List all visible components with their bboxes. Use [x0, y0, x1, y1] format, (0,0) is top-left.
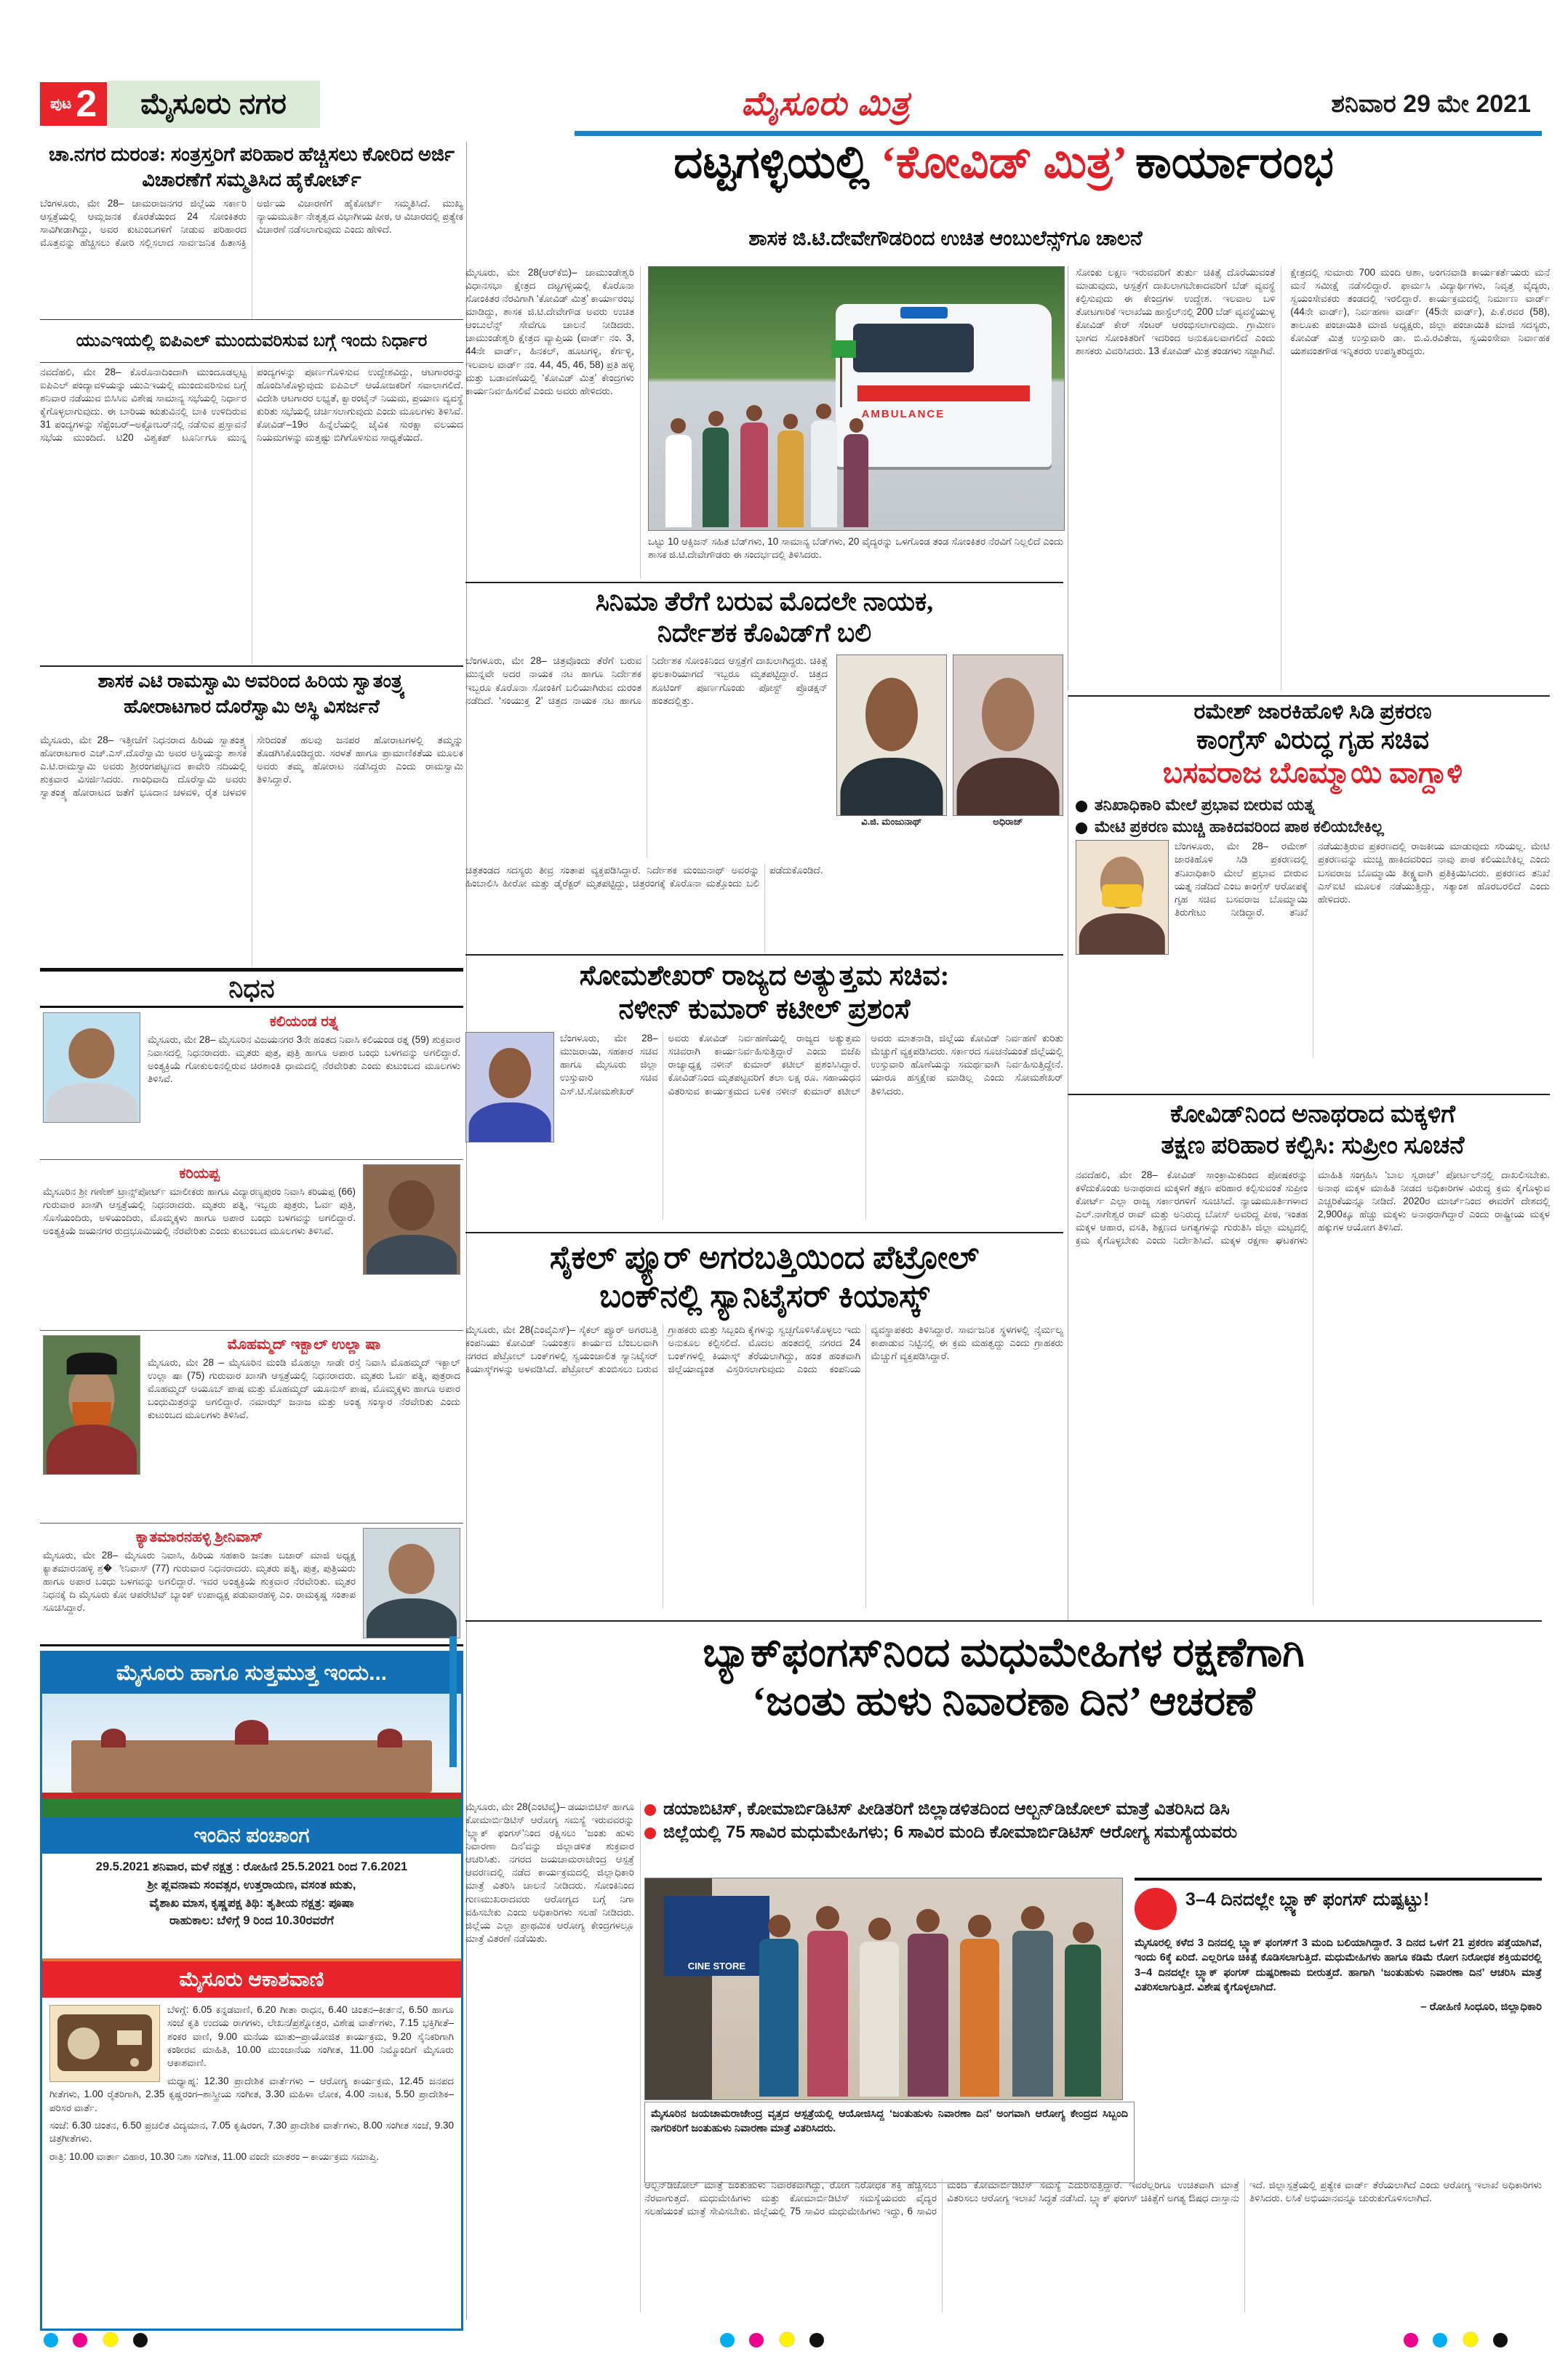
registration-marks-center [720, 2331, 836, 2351]
palace-dome [235, 1720, 268, 1745]
cyan-dot-icon [44, 2333, 58, 2347]
mysore-palace-illustration [42, 1694, 461, 1817]
main-body-col4: ಕ್ಷೇತ್ರದಲ್ಲಿ ಸುಮಾರು 700 ಮಂದಿ ಆಶಾ, ಅಂಗನವಾಡಿ ಕಾರ್ಯಕರ್ತೆಯರು ಮನೆ ಮನೆ ಸಮೀಕ್ಷೆ ನಡೆಸಲಿದ್ದಾರೆ. ಫಾರ್ಮಸಿ ವಿದ್ಯಾರ್ಥಿಗಳು, ನಿವೃತ್ತ ವೈದ್ಯರು, ಸ್ವಯಂಸೇವಕರು ತಂಡದಲ್ಲಿ ಇರಲಿದ್ದಾರೆ. ಕಾರ್ಯಕ್ರಮದಲ್ಲಿ ನಿರ್ಮಾಣ ವಾರ್ಡ್ (44ನೇ ವಾರ್ಡ್), ನಿರ್ವಹಣಾ ವಾರ್ಡ್ (45ನೇ ವಾರ್ಡ್), ಪಿ.ಕೆ.ರವರ (58), ತಾಲೂಕು ಪಂಚಾಯಿತಿ ಮಾಜಿ ಅಧ್ಯಕ್ಷರು, ಜಿಲ್ಲಾ ಪಂಚಾಯಿತಿ ಮಾಜಿ ಸದಸ್ಯರು, ಕೋವಿಡ್ ಮಿತ್ರ ಉಸ್ತುವಾರಿ ಡಾ. ಬಿ.ವಿ.ರವಿತೇಜ, ಸ್ವಯಂಸೇವಾ ನಿರ್ವಾಹಕ ಯಶವಂತಗೌಡ ಇನ್ನಿತರರು ಉಪಸ್ಥಿತರಿದ್ದರು. [1290, 267, 1550, 357]
obituary-name: ಕ್ಯಾತಮಾರನಹಳ್ಳಿ ಶ್ರೀನಿವಾಸ್ [135, 1529, 263, 1545]
obituary-photo [363, 1528, 460, 1638]
supreme-body: ನವದೆಹಲಿ, ಮೇ 28– ಕೋವಿಡ್ ಸಾಂಕ್ರಾಮಿಕದಿಂದ ಪೋಷಕರನ್ನು ಕಳೆದುಕೊಂಡು ಅನಾಥರಾದ ಮಕ್ಕಳಿಗೆ ತಕ್ಷಣ ಪರಿಹಾರ ಕಲ್ಪಿಸುವಂತೆ ಸುಪ್ರೀಂ ಕೋರ್ಟ್ ಎಲ್ಲಾ ರಾಜ್ಯ ಸರ್ಕಾರಗಳಿಗೆ ಸೂಚಿಸಿದೆ. ನ್ಯಾಯಮೂರ್ತಿಗಳಾದ ಎಲ್.ನಾಗೇಶ್ವರ ರಾವ್ ಮತ್ತು ಅನಿರುದ್ಧ ಬೋಸ್ ಅವರಿದ್ದ ಪೀಠ, ಇಂತಹ ಮಕ್ಕಳ ಆಹಾರ, ವಸತಿ, ಶಿಕ್ಷಣದ ಅಗತ್ಯಗಳನ್ನು ಗುರುತಿಸಿ ಜಿಲ್ಲಾ ಮಟ್ಟದಲ್ಲಿ ಕ್ರಮ ಕೈಗೊಳ್ಳಬೇಕು ಎಂದು ನಿರ್ದೇಶಿಸಿದೆ. ಮಕ್ಕಳ ರಕ್ಷಣಾ ಘಟಕಗಳು ಮಾಹಿತಿ ಸಂಗ್ರಹಿಸಿ ‘ಬಾಲ ಸ್ವರಾಜ್’ ಪೋರ್ಟಲ್‌ನಲ್ಲಿ ದಾಖಲಿಸಬೇಕು. ಅನಾಥ ಮಕ್ಕಳ ಮಾಹಿತಿ ನೀಡದ ಅಧಿಕಾರಿಗಳ ವಿರುದ್ಧ ಕ್ರಮ ಕೈಗೊಳ್ಳುವ ಎಚ್ಚರಿಕೆಯನ್ನೂ ನೀಡಿದೆ. 2020ರ ಮಾರ್ಚ್‌ನಿಂದ ಈವರೆಗೆ ದೇಶದಲ್ಲಿ 2,900ಕ್ಕೂ ಹೆಚ್ಚು ಮಕ್ಕಳು ಅನಾಥರಾಗಿದ್ದಾರೆ ಎಂದು ರಾಷ್ಟ್ರೀಯ ಮಕ್ಕಳ ಹಕ್ಕುಗಳ ಆಯೋಗ ತಿಳಿಸಿದೆ. [1076, 1169, 1550, 1246]
main-under-photo-text: ಒಟ್ಟು 10 ಆಕ್ಸಿಜನ್ ಸಹಿತ ಬೆಡ್‌ಗಳು, 10 ಸಾಮಾನ್ಯ ಬೆಡ್‌ಗಳು, 20 ವೈದ್ಯರನ್ನು ಒಳಗೊಂಡ ತಂಡ ಸೋಂಕಿತರ ನೆರವಿಗೆ ನಿಲ್ಲಲಿದೆ ಎಂದು ಶಾಸಕ ಜಿ.ಟಿ.ದೇವೇಗೌಡರು ಈ ಸಂದರ್ಭದಲ್ಲಿ ತಿಳಿಸಿದರು. [648, 536, 1063, 561]
cine-store-sign: CINE STORE [664, 1896, 769, 1975]
yellow-dot-icon [103, 2331, 119, 2347]
cyclepure-headline-l1: ಸೈಕಲ್ ಪ್ಯೂರ್ ಅಗರಬತ್ತಿಯಿಂದ ಪೆಟ್ರೋಲ್ [549, 1240, 980, 1276]
obituary-title: ನಿಧನ [40, 972, 463, 1008]
yellow-mask [1102, 884, 1142, 907]
cinema-headline-l2: ನಿರ್ದೇಶಕ ಕೊವಿಡ್‌ಗೆ ಬಲಿ [657, 618, 872, 648]
cinema-headline [465, 586, 1063, 649]
page-header [40, 73, 1531, 135]
obituary-body: ಮೈಸೂರು, ಮೇ 28– ಮೈಸೂರು ನಿವಾಸಿ, ಹಿರಿಯ ಸಹಕಾರಿ ಜನತಾ ಬಜಾರ್ ಮಾಜಿ ಅಧ್ಯಕ್ಷ ಕ್ಯಾತಮಾರನಹಳ್ಳಿ ಶ್ರ�ೀನಿವಾಸ್ (77) ಗುರುವಾರ ನಿಧನರಾದರು. ಮೃತರು ಪತ್ನಿ, ಪುತ್ರ, ಪುತ್ರಿಯರು ಹಾಗೂ ಅಪಾರ ಬಂಧು ಬಳಗವನ್ನು ಅಗಲಿದ್ದಾರೆ. ಇವರ ಅಂತ್ಯಕ್ರಿಯೆ ಶುಕ್ರವಾರ ನೆರವೇರಿತು. ಮೃತರ ನಿಧನಕ್ಕೆ ದಿ ಮೈಸೂರು ಕೋ ಆಪರೇಟಿವ್ ಬ್ಯಾಂಕ್ ಉಪಾಧ್ಯಕ್ಷ ಪಡುವಾರಹಳ್ಳಿ ಎಂ. ರಾಮಕೃಷ್ಣ ಸಂತಾಪ ಸೂಚಿಸಿದ್ದಾರೆ. [43, 1550, 356, 1614]
supreme-headline-l1: ಕೋವಿಡ್‌ನಿಂದ ಅನಾಥರಾದ ಮಕ್ಕಳಿಗೆ [1169, 1101, 1456, 1128]
quote-body: ಮೈಸೂರಲ್ಲಿ ಕಳೆದ 3 ದಿನದಲ್ಲಿ ಬ್ಲ್ಯಾಕ್ ಫಂಗಸ್‌ಗೆ 3 ಮಂದಿ ಬಲಿಯಾಗಿದ್ದಾರೆ. 3 ದಿನದ ಒಳಗೆ 21 ಪ್ರಕರಣ ಪತ್ತೆಯಾಗಿವೆ, ಇಂದು 6ಕ್ಕೆ ಏರಿದೆ. ಎಲ್ಲರಿಗೂ ಚಿಕಿತ್ಸೆ ಕೊಡಿಸಲಾಗುತ್ತಿದೆ. ಮಧುಮೇಹಿಗಳು ಹಾಗೂ ಕಡಿಮೆ ರೋಗ ನಿರೋಧಕ ಶಕ್ತಿಯವರಲ್ಲಿ 3–4 ದಿನದಲ್ಲೇ ಬ್ಲ್ಯಾಕ್ ಫಂಗಸ್ ದುಷ್ಪರಿಣಾಮ ಬೀರುತ್ತದೆ. ಹಾಗಾಗಿ ‘ಜಂತುಹುಳು ನಿವಾರಣಾ ದಿನ’ ಆಚರಿಸಿ ಮಾತ್ರೆ ವಿತರಿಸಲಾಗುತ್ತಿದೆ. ವಿಶೇಷ ಕೈಗೊಳ್ಳಲಾಗಿದೆ. [1135, 1937, 1542, 1993]
director-caption: ವಿ.ಜಿ. ಮಂಜುನಾಥ್ [861, 816, 922, 828]
cinema-body2: ಚಿತ್ರತಂಡದ ಸದಸ್ಯರು ತೀವ್ರ ಸಂತಾಪ ವ್ಯಕ್ತಪಡಿಸಿದ್ದಾರೆ. ನಿರ್ದೇಶಕ ಮಂಜುನಾಥ್ ಅವರನ್ನು ಹಿಂಬಾಲಿಸಿ ಹೀರೋ ಮತ್ತು ಡೈರೆಕ್ಟರ್ ಮೃತಪಟ್ಟಿದ್ದು, ಚಿತ್ರರಂಗಕ್ಕೆ ಕೊರೊನಾ ಮತ್ತೊಂದು ಬಲಿ ಪಡೆದುಕೊಂಡಿದೆ. [465, 865, 823, 889]
bullet-icon [1076, 822, 1087, 834]
obituary-entry [40, 1524, 463, 1646]
schedule-morning: ಬೆಳಿಗ್ಗೆ: 6.05 ಕನ್ನಡವಾಣಿ, 6.20 ಗೀತಾ ರಾಧನ, 6.40 ಚಿಂತನ–ಕೀರ್ತನೆ, 6.50 ಹಾಗೂ ಸಂಜೆ ಕೃತಿ ಉದಯ ರಾಗಗಳು, ಲೇಖನ/ಪ್ರಶ್ನೋತ್ತರ, ವಿಶೇಷ ವಾರ್ತೆಗಳು, 7.15 ಭಕ್ತಿಗೀತೆ–ಶಂಕರ ವಾಣಿ, 9.00 ಮನೆಯ ಮಾತು–ಪ್ರಾಯೋಜಿತ ಕಾರ್ಯಕ್ರಮ, 9.20 ಸೈನಿಕರಿಗಾಗಿ ಕಂಠೀರವ ಮಾಹಿತಿ, 10.00 ಮುಂಜಾನೆಯ ಸಂಗೀತ, 11.00 ನಿಮ್ಮೊಂದಿಗೆ ಮೈಸೂರು ಆಕಾಶವಾಣಿ. [167, 2004, 454, 2069]
main-headline-pre: ದಟ್ಟಗಳ್ಳಿಯಲ್ಲಿ [673, 140, 881, 188]
bommai-photo [1076, 840, 1169, 955]
page-number-box [40, 82, 107, 126]
registration-marks-right [1404, 2331, 1519, 2351]
somashekar-headline-l2: ನಳೀನ್ ಕುಮಾರ್ ಕಟೀಲ್ ಪ್ರಶಂಸೆ [618, 993, 911, 1025]
flower-bed [42, 1793, 461, 1798]
main-headline-post: ಕಾರ್ಯಾರಂಭ [1125, 140, 1334, 188]
obituary-entry [40, 1331, 463, 1524]
green-flag [831, 340, 856, 358]
obituary-entry [40, 1008, 463, 1160]
cinema-article [465, 582, 1063, 953]
header-rule [575, 131, 1542, 136]
photo-caption: ಮೈಸೂರಿನ ಜಯಚಾಮರಾಜೇಂದ್ರ ವೃತ್ತದ ಆಸ್ಪತ್ರೆಯಲ್ಲಿ ಆಯೋಜಿಸಿದ್ದ ‘ಜಂತುಹುಳು ನಿವಾರಣಾ ದಿನ’ ಅಂಗವಾಗಿ ಆರೋಗ್ಯ ಕೇಂದ್ರದ ಸಿಬ್ಬಂದಿ ನಾಗರಿಕರಿಗೆ ಜಂತುಹುಳು ನಿವಾರಣಾ ಮಾತ್ರೆ ವಿತರಿಸಿದರು. [644, 2102, 1135, 2183]
somashekar-headline [465, 960, 1063, 1026]
bommai-bullet: ತನಿಖಾಧಿಕಾರಿ ಮೇಲೆ ಪ್ರಭಾವ ಬೀರುವ ಯತ್ನ [1095, 796, 1315, 814]
obituary-photo [363, 1164, 460, 1275]
cinema-body: ಬೆಂಗಳೂರು, ಮೇ 28– ಚಿತ್ರವೊಂದು ತೆರೆಗೆ ಬರುವ ಮುನ್ನವೇ ಅದರ ನಾಯಕ ನಟ ಹಾಗೂ ನಿರ್ದೇಶಕ ಇಬ್ಬರೂ ಕೊರೊನಾ ಸೋಂಕಿಗೆ ಬಲಿಯಾಗಿರುವ ದುರಂತ ನಡೆದಿದೆ. ‘ಸಂಯುಕ್ತ 2’ ಚಿತ್ರದ ನಾಯಕ ನಟ ಹಾಗೂ ನಿರ್ದೇಶಕ ಸೋಂಕಿನಿಂದ ಆಸ್ಪತ್ರೆಗೆ ದಾಖಲಾಗಿದ್ದರು. ಚಿಕಿತ್ಸೆ ಫಲಕಾರಿಯಾಗದೆ ಇಬ್ಬರೂ ಮೃತಪಟ್ಟಿದ್ದಾರೆ. ಚಿತ್ರದ ಶೂಟಿಂಗ್ ಪೂರ್ಣಗೊಂಡು ಪೋಸ್ಟ್ ಪ್ರೊಡಕ್ಷನ್ ಹಂತದಲ್ಲಿತ್ತು. [465, 655, 828, 706]
panchanga-banner: ಇಂದಿನ ಪಂಚಾಂಗ [42, 1817, 461, 1854]
black-dot-icon [133, 2333, 148, 2347]
akashvani-schedule [42, 1998, 461, 2331]
bommai-bullet: ಮೇಟಿ ಪ್ರಕರಣ ಮುಚ್ಚಿ ಹಾಕಿದವರಿಂದ ಪಾಠ ಕಲಿಯಬೇಕಿಲ್ಲ [1095, 817, 1384, 836]
cinema-photos [836, 654, 1063, 858]
wormday-headline-l1: ಬ್ಯಾಕ್‌ಫಂಗಸ್‌ನಿಂದ ಮಧುಮೇಹಿಗಳ ರಕ್ಷಣೆಗಾಗಿ [703, 1630, 1305, 1676]
tablet-distribution-photo [644, 1878, 1123, 2100]
van-stripe [857, 385, 1031, 401]
wormday-bullet: ಡಯಾಬಿಟಿಸ್, ಕೋಮಾರ್ಬಿಡಿಟಿಸ್ ಪೀಡಿತರಿಗೆ ಜಿಲ್ಲಾಡಳಿತದಿಂದ ಆಲ್ಬನ್‌ಡಿಜೋಲ್ ಮಾತ್ರೆ ವಿತರಿಸಿದ ಡಿಸಿ [663, 1799, 1230, 1819]
red-bullet-icon [644, 1804, 656, 1816]
hero-caption: ಅಧಿರಾಜ್ [993, 816, 1023, 828]
somashekar-headline-l1: ಸೋಮಶೇಖರ್ ರಾಜ್ಯದ ಅತ್ಯುತ್ತಮ ಸಚಿವ: [579, 961, 950, 991]
registration-marks-left [44, 2331, 159, 2351]
cyan-dot-icon [720, 2333, 735, 2347]
divider [40, 665, 463, 667]
ambulance-photo [648, 266, 1065, 531]
quote-title: 3–4 ದಿನದಲ್ಲೇ ಬ್ಲ್ಯಾಕ್ ಫಂಗಸ್ ದುಷ್ಪಟ್ಟು! [1185, 1889, 1430, 1910]
ambulance-text: AMBULANCE [861, 408, 945, 421]
director-photo [836, 654, 947, 816]
palace-tower [377, 1729, 403, 1748]
schedule-evening: ಸಂಜೆ: 6.30 ಚಿಂತನ, 6.50 ಪ್ರಚಲಿತ ವಿದ್ಯಮಾನ, 7.05 ಕೃಷಿರಂಗ, 7.30 ಪ್ರಾದೇಶಿಕ ವಾರ್ತೆಗಳು, 8.00 ಸಂಗೀತ ಸಂಜೆ, 9.30 ಚಿತ್ರಗೀತೆಗಳು. [49, 2119, 454, 2145]
yellow-dot-icon [1463, 2331, 1479, 2347]
somashekar-body: ಬೆಂಗಳೂರು, ಮೇ 28– ಮುಜರಾಯಿ, ಸಹಕಾರ ಸಚಿವ ಹಾಗೂ ಮೈಸೂರು ಜಿಲ್ಲಾ ಉಸ್ತುವಾರಿ ಸಚಿವ ಎಸ್.ಟಿ.ಸೋಮಶೇಖರ್ ಅವರು ಕೋವಿಡ್ ನಿರ್ವಹಣೆಯಲ್ಲಿ ರಾಜ್ಯದ ಅತ್ಯುತ್ತಮ ಸಚಿವರಾಗಿ ಕಾರ್ಯನಿರ್ವಹಿಸುತ್ತಿದ್ದಾರೆ ಎಂದು ಬಿಜೆಪಿ ರಾಜ್ಯಾಧ್ಯಕ್ಷ ನಳೀನ್ ಕುಮಾರ್ ಕಟೀಲ್ ಪ್ರಶಂಸಿಸಿದ್ದಾರೆ. ಕೋವಿಡ್‌ನಿಂದ ಮೃತಪಟ್ಟವರಿಗೆ ತಲಾ ಲಕ್ಷ ರೂ. ಸಹಾಯಧನ ವಿತರಿಸುವ ಕಾರ್ಯಕ್ರಮದ ಬಳಿಕ ನಳೀನ್ ಕುಮಾರ್ ಕಟೀಲ್ ಅವರು ಮಾತನಾಡಿ, ಜಿಲ್ಲೆಯ ಕೋವಿಡ್ ನಿರ್ವಹಣೆ ಕುರಿತು ಮೆಚ್ಚುಗೆ ವ್ಯಕ್ತಪಡಿಸಿದರು. ಸರ್ಕಾರದ ಸೂಚನೆಯಂತೆ ಜಿಲ್ಲೆಯಲ್ಲಿ ಉಸ್ತುವಾರಿ ಹೊಣೆಯನ್ನು ಸಮರ್ಥವಾಗಿ ನಿರ್ವಹಿಸುತ್ತಿದ್ದೇನೆ. ಯಾರೂ ಹಸ್ತಕ್ಷೇಪ ಮಾಡಿಲ್ಲ ಎಂದು ಸೋಮಶೇಖರ್ ತಿಳಿಸಿದರು. [560, 1033, 1063, 1097]
obituary-name: ಕಲಿಯಂಡ ರತ್ನ [269, 1014, 339, 1030]
magenta-dot-icon [73, 2333, 87, 2347]
magenta-dot-icon [1404, 2333, 1418, 2347]
cyclepure-body: ಮೈಸೂರು, ಮೇ 28(ಎಂವೈಎಸ್)– ಸೈಕಲ್ ಪ್ಯೂರ್ ಅಗರಬತ್ತಿ ಕಂಪನಿಯು ಕೋವಿಡ್ ನಿಯಂತ್ರಣ ಕಾರ್ಯದ ಬೆಂಬಲವಾಗಿ ನಗರದ ಪೆಟ್ರೋಲ್ ಬಂಕ್‌ಗಳಲ್ಲಿ ಸ್ವಯಂಚಾಲಿತ ಸ್ಯಾನಿಟೈಸರ್ ಕಿಯಾಸ್ಕ್‌ಗಳನ್ನು ಅಳವಡಿಸಿದೆ. ಪೆಟ್ರೋಲ್ ತುಂಬಿಸಲು ಬರುವ ಗ್ರಾಹಕರು ಮತ್ತು ಸಿಬ್ಬಂದಿ ಕೈಗಳನ್ನು ಸ್ವಚ್ಛಗೊಳಿಸಿಕೊಳ್ಳಲು ಇದು ಅನುಕೂಲ ಕಲ್ಪಿಸಲಿದೆ. ಮೊದಲ ಹಂತದಲ್ಲಿ ನಗರದ 24 ಬಂಕ್‌ಗಳಲ್ಲಿ ಕಿಯಾಸ್ಕ್ ತೆರೆಯಲಾಗಿದ್ದು, ಹಂತ ಹಂತವಾಗಿ ಜಿಲ್ಲೆಯಾದ್ಯಂತ ವಿಸ್ತರಿಸಲಾಗುವುದು ಎಂದು ಕಂಪನಿಯ ವ್ಯವಸ್ಥಾಪಕರು ತಿಳಿಸಿದ್ದಾರೆ. ಸಾರ್ವಜನಿಕ ಸ್ಥಳಗಳಲ್ಲಿ ನೈರ್ಮಲ್ಯ ಕಾಪಾಡುವ ನಿಟ್ಟಿನಲ್ಲಿ ಈ ಕ್ರಮ ಮಹತ್ವದ್ದು ಎಂದು ಗ್ರಾಹಕರು ಮೆಚ್ಚುಗೆ ವ್ಯಕ್ತಪಡಿಸಿದ್ದಾರೆ. [465, 1324, 1063, 1374]
radio-speaker [68, 2027, 100, 2059]
masthead: ಮೈಸೂರು ಮಿತ್ರ [741, 84, 911, 122]
panchanga-line: ರಾಹುಕಾಲ: ಬೆಳಿಗ್ಗೆ 9 ರಿಂದ 10.30ರವರೆಗೆ [169, 1914, 334, 1928]
main-headline-red: ‘ಕೋವಿಡ್ ಮಿತ್ರ’ [881, 140, 1126, 188]
wormday-headline [465, 1629, 1542, 1795]
palace-tower [101, 1729, 127, 1748]
cyan-dot-icon [1433, 2333, 1447, 2347]
cinema-headline-l1: ಸಿನಿಮಾ ತೆರೆಗೆ ಬರುವ ಮೊದಲೇ ನಾಯಕ, [595, 587, 934, 616]
around-mysuru-banner: ಮೈಸೂರು ಹಾಗೂ ಸುತ್ತಮುತ್ತ ಇಂದು... [42, 1653, 461, 1694]
panchanga-line: ವೈಶಾಖ ಮಾಸ, ಕೃಷ್ಣಪಕ್ಷ ತಿಥಿ: ತೃತೀಯ ನಕ್ಷತ್ರ: ಪೂಷಾ [149, 1896, 354, 1910]
wormday-headline-l2: ‘ಜಂತು ಹುಳು ನಿವಾರಣಾ ದಿನ’ ಆಚರಣೆ [752, 1679, 1255, 1725]
bommai-headline: ಕಾಂಗ್ರೆಸ್ ವಿರುದ್ಧ ಗೃಹ ಸಚಿವ [1196, 725, 1429, 754]
page-number: 2 [76, 83, 97, 125]
bullet-icon [1076, 801, 1087, 812]
cyclepure-article [465, 1232, 1063, 1622]
yellow-dot-icon [779, 2331, 795, 2347]
edition-date: ಶನಿವಾರ 29 ಮೇ 2021 [1331, 89, 1531, 118]
bommai-article [1068, 695, 1550, 1094]
main-body-col1: ಮೈಸೂರು, ಮೇ 28(ಆರ್‌ಕೆಬಿ)– ಚಾಮುಂಡೇಶ್ವರಿ ವಿಧಾನಸಭಾ ಕ್ಷೇತ್ರದ ದಟ್ಟಗಳ್ಳಿಯಲ್ಲಿ ಕೊರೊನಾ ಸೋಂಕಿತರ ನೆರವಿಗಾಗಿ ‘ಕೋವಿಡ್ ಮಿತ್ರ’ ಕಾರ್ಯಾರಂಭ ಮಾಡಿದ್ದು, ಶಾಸಕ ಜಿ.ಟಿ.ದೇವೇಗೌಡ ಅವರು ಉಚಿತ ಆಂಬುಲೆನ್ಸ್ ಸೇವೆಗೂ ಚಾಲನೆ ನೀಡಿದರು. ಚಾಮುಂಡೇಶ್ವರಿ ಕ್ಷೇತ್ರದ ವ್ಯಾಪ್ತಿಯ (ವಾರ್ಡ್ ನಂ. 3, 44ನೇ ವಾರ್ಡ್, ಹಿನಕಲ್, ಹೂಟಗಳ್ಳಿ, ಕೆರ್ಗಳ್ಳಿ, ಇಲವಾಲ ವಾರ್ಡ್ ನಂ. 44, 45, 46, 58) ಪ್ರತಿ ಹಳ್ಳಿ ಮತ್ತು ಬಡಾವಣೆಯಲ್ಲಿ ‘ಕೋವಿಡ್ ಮಿತ್ರ’ ಕೇಂದ್ರಗಳು ಕಾರ್ಯನಿರ್ವಹಿಸಲಿವೆ ಎಂದು ಅವರು ಹೇಳಿದರು. [465, 266, 641, 579]
supreme-article [1068, 1094, 1550, 1622]
obituary-name: ಮೊಹಮ್ಮದ್ ಇಕ್ಬಾಲ್ ಉಲ್ಲಾ ಷಾ [227, 1337, 381, 1353]
hero-photo [953, 654, 1063, 816]
obituary-body: ಮೈಸೂರು, ಮೇ 28 – ಮೈಸೂರಿನ ಮಂಡಿ ಮೊಹಲ್ಲಾ ಸಾಡೇ ರಸ್ತೆ ನಿವಾಸಿ ಮೊಹಮ್ಮದ್ ಇಕ್ಬಾಲ್ ಉಲ್ಲಾ ಷಾ (75) ಗುರುವಾರ ಖಾಸಗಿ ಆಸ್ಪತ್ರೆಯಲ್ಲಿ ನಿಧನರಾದರು. ಮೃತರು ಓರ್ವ ಪತ್ನಿ, ಪುತ್ರರಾದ ಮೊಹಮ್ಮದ್ ಅಯೂಬ್ ಪಾಷ ಮತ್ತು ಮೊಹಮ್ಮದ್ ಯೂನುಸ್ ಪಾಷ, ಮೊಮ್ಮಕ್ಕಳು ಹಾಗೂ ಅಪಾರ ಬಂಧುಮಿತ್ರರನ್ನು ಅಗಲಿದ್ದಾರೆ. ನಮಾಝ್ ಜನಾಜ ಮತ್ತು ಅಂತ್ಯ ಸಂಸ್ಕಾರ ನೆರವೇರಿತು ಎಂದು ಕುಟುಂಬದ ಮೂಲಗಳು ತಿಳಿಸಿವೆ. [148, 1357, 460, 1421]
divider [465, 1620, 1542, 1622]
flag-stick [840, 356, 842, 407]
wormday-left-body: ಮೈಸೂರು, ಮೇ 28(ಎಂಟಿವೈ)– ಡಯಾಬಿಟಿಸ್ ಹಾಗೂ ಕೋಮಾರ್ಬಿಡಿಟಿಸ್ ಆರೋಗ್ಯ ಸಮಸ್ಯೆ ಇರುವವರನ್ನು ‘ಬ್ಲ್ಯಾಕ್ ಫಂಗಸ್’ನಿಂದ ರಕ್ಷಿಸಲು ‘ಜಂತು ಹುಳು ನಿವಾರಣಾ ದಿನ’ವನ್ನು ಜಿಲ್ಲಾಡಳಿತ ಶುಕ್ರವಾರ ಆಚರಿಸಿತು. ನಗರದ ಜಯಚಾಮರಾಜೇಂದ್ರ ಆಸ್ಪತ್ರೆ ಆವರಣದಲ್ಲಿ ನಡೆದ ಕಾರ್ಯಕ್ರಮದಲ್ಲಿ ಜಿಲ್ಲಾಧಿಕಾರಿ ಮಾತ್ರೆ ವಿತರಿಸಿ ಚಾಲನೆ ನೀಡಿದರು. ಸೋಂಕಿನಿಂದ ಗುಣಮುಖರಾದವರು ಆರೋಗ್ಯದ ಬಗ್ಗೆ ನಿಗಾ ವಹಿಸಬೇಕು ಎಂದು ಅಧಿಕಾರಿಗಳು ಸಲಹೆ ನೀಡಿದರು. ಜಿಲ್ಲೆಯ ಎಲ್ಲಾ ಪ್ರಾಥಮಿಕ ಆರೋಗ್ಯ ಕೇಂದ್ರಗಳಲ್ಲೂ ಮಾತ್ರೆ ವಿತರಣೆ ನಡೆಯಿತು. [465, 1801, 641, 2313]
ipl-crosshead: ಯುಎಇಯಲ್ಲಿ ಐಪಿಎಲ್ ಮುಂದುವರಿಸುವ ಬಗ್ಗೆ ಇಂದು ನಿರ್ಧಾರ [40, 319, 463, 363]
red-circle-icon [1135, 1888, 1177, 1930]
supreme-headline-l2: ತಕ್ಷಣ ಪರಿಹಾರ ಕಲ್ಪಿಸಿ: ಸುಪ್ರೀಂ ಸೂಚನೆ [1161, 1132, 1465, 1159]
wormday-bullets [644, 1798, 1542, 1873]
main-body-col3: ಸೋಂಕು ಲಕ್ಷಣ ಇರುವವರಿಗೆ ತುರ್ತು ಚಿಕಿತ್ಸೆ ದೊರೆಯುವಂತೆ ಮಾಡುವುದು, ಆಸ್ಪತ್ರೆಗೆ ದಾಖಲಾಗಬೇಕಾದವರಿಗೆ ಬೆಡ್ ವ್ಯವಸ್ಥೆ ಕಲ್ಪಿಸುವುದು ಈ ಕೇಂದ್ರಗಳ ಉದ್ದೇಶ. ಇಲವಾಲ ಬಳಿ ತೋಟಗಾರಿಕೆ ಇಲಾಖೆಯ ಹಾಸ್ಟೆಲ್‌ನಲ್ಲಿ 200 ಬೆಡ್ ವ್ಯವಸ್ಥೆಯುಳ್ಳ ಕೋವಿಡ್ ಕೇರ್ ಸೆಂಟರ್ ಆರಂಭಿಸಲಾಗುವುದು. ಗ್ರಾಮೀಣ ಭಾಗದ ಸೋಂಕಿತರಿಗೆ ಇದರಿಂದ ಅನುಕೂಲವಾಗಲಿದೆ ಎಂದು ಶಾಸಕರು ವಿವರಿಸಿದರು. 13 ಕೋವಿಡ್ ಮಿತ್ರ ತಂಡಗಳು ಸಜ್ಜಾಗಿವೆ. [1076, 266, 1281, 691]
schedule-night: ರಾತ್ರಿ: 10.00 ವಾರ್ತಾ ವಿಹಾರ, 10.30 ನಿಶಾ ಸಂಗೀತ, 11.00 ವಂದೇ ಮಾತರಂ – ಕಾರ್ಯಕ್ರಮ ಸಮಾಪ್ತಿ. [49, 2150, 380, 2162]
main-article-right [1068, 266, 1550, 691]
obituary-body: ಮೈಸೂರು, ಮೇ 28– ಮೈಸೂರಿನ ವಿಜಯನಗರ 3ನೇ ಹಂತದ ನಿವಾಸಿ ಕಲಿಯಂಡ ರತ್ನ (59) ಶುಕ್ರವಾರ ನಿವಾಸದಲ್ಲಿ ನಿಧನರಾದರು. ಮೃತರು ಪುತ್ರ, ಪುತ್ರಿ ಹಾಗೂ ಅಪಾರ ಬಂಧು ಬಳಗವನ್ನು ಅಗಲಿದ್ದಾರೆ. ಅಂತ್ಯಕ್ರಿಯೆ ಗೋಕುಲಂನಲ್ಲಿರುವ ಚಿರಶಾಂತಿ ಧಾಮದಲ್ಲಿ ನೆರವೇರಿತು ಎಂದು ಕುಟುಂಬದ ಮೂಲಗಳು ತಿಳಿಸಿವೆ. [148, 1034, 460, 1085]
obituary-entry [40, 1160, 463, 1331]
section-title: ಮೈಸೂರು ನಗರ [107, 81, 320, 128]
dc-quote-box [1135, 1878, 1542, 2183]
main-subhead: ಶಾಸಕ ಜಿ.ಟಿ.ದೇವೇಗೌಡರಿಂದ ಉಚಿತ ಆಂಬುಲೆನ್ಸ್‌ಗೂ ಚಾಲನೆ [748, 227, 1143, 249]
radio-dial [117, 2030, 142, 2045]
schedule-afternoon: ಮಧ್ಯಾಹ್ನ: 12.30 ಪ್ರಾದೇಶಿಕ ವಾರ್ತೆಗಳು – ಆರೋಗ್ಯ ಕಾರ್ಯಕ್ರಮ, 12.45 ಜನಪದ ಗೀತೆಗಳು, 1.00 ರೈತರಿಗಾಗಿ, 2.35 ಕೃಷ್ಣರಂಗ–ಶಾಸ್ತ್ರೀಯ ಸಂಗೀತ, 3.30 ಮಹಿಳಾ ಲೋಕ, 4.00 ನಾಟಕ, 5.50 ಪ್ರಾದೇಶಿಕ–ಪರಿಸರ ವಾರ್ತೆ. [49, 2075, 454, 2113]
red-bullet-icon [644, 1827, 656, 1839]
bommai-body: ಬೆಂಗಳೂರು, ಮೇ 28– ರಮೇಶ್ ಜಾರಕಿಹೊಳಿ ಸಿಡಿ ಪ್ರಕರಣದಲ್ಲಿ ತನಿಖಾಧಿಕಾರಿ ಮೇಲೆ ಪ್ರಭಾವ ಬೀರುವ ಯತ್ನ ನಡೆದಿದೆ ಎಂಬ ಕಾಂಗ್ರೆಸ್ ಆರೋಪಕ್ಕೆ ಗೃಹ ಸಚಿವ ಬಸವರಾಜ ಬೊಮ್ಮಾಯಿ ತಿರುಗೇಟು ನೀಡಿದ್ದಾರೆ. ತನಿಖೆ ನಡೆಯುತ್ತಿರುವ ಪ್ರಕರಣದಲ್ಲಿ ರಾಜಕೀಯ ಮಾಡುವುದು ಸರಿಯಲ್ಲ. ಮೇಟಿ ಪ್ರಕರಣವನ್ನು ಮುಚ್ಚಿ ಹಾಕಿದವರಿಂದ ನಾವು ಪಾಠ ಕಲಿಯಬೇಕಿಲ್ಲ ಎಂದು ಬಸವರಾಜ ಬೊಮ್ಮಾಯಿ ತೀಕ್ಷ್ಣವಾಗಿ ಪ್ರತಿಕ್ರಿಯಿಸಿದರು. ಪ್ರಕರಣದ ತನಿಖೆ ಎಸ್‌ಐಟಿ ಮೂಲಕ ನಡೆಯುತ್ತಿದ್ದು, ಸತ್ಯಾಂಶ ಹೊರಬರಲಿದೆ ಎಂದು ಹೇಳಿದರು. [1175, 841, 1550, 918]
wormday-bullet: ಜಿಲ್ಲೆಯಲ್ಲಿ 75 ಸಾವಿರ ಮಧುಮೇಹಿಗಳು; 6 ಸಾವಿರ ಮಂದಿ ಕೋಮಾರ್ಬಿಡಿಟಿಸ್ ಆರೋಗ್ಯ ಸಮಸ್ಯೆಯವರು [663, 1822, 1238, 1843]
asthi-body: ಮೈಸೂರು, ಮೇ 28– ಇತ್ತೀಚೆಗೆ ನಿಧನರಾದ ಹಿರಿಯ ಸ್ವಾತಂತ್ರ್ಯ ಹೋರಾಟಗಾರ ಎಚ್.ಎಸ್.ದೊರೆಸ್ವಾಮಿ ಅವರ ಅಸ್ಥಿಯನ್ನು ಶಾಸಕ ಎ.ಟಿ.ರಾಮಸ್ವಾಮಿ ಅವರು ಶ್ರೀರಂಗಪಟ್ಟಣದ ಕಾವೇರಿ ನದಿಯಲ್ಲಿ ಶುಕ್ರವಾರ ವಿಸರ್ಜಿಸಿದರು. ಗಾಂಧಿವಾದಿ ದೊರೆಸ್ವಾಮಿ ಅವರು ಸ್ವಾತಂತ್ರ್ಯ ಹೋರಾಟದ ಜತೆಗೆ ಭೂದಾನ ಚಳವಳಿ, ರೈತ ಚಳವಳಿ ಸೇರಿದಂತೆ ಹಲವು ಜನಪರ ಹೋರಾಟಗಳಲ್ಲಿ ತಮ್ಮನ್ನು ತೊಡಗಿಸಿಕೊಂಡಿದ್ದರು. ಸರಳತೆ ಹಾಗೂ ಪ್ರಾಮಾಣಿಕತೆಯ ಮೂಲಕ ಅವರು ತಮ್ಮ ಹೋರಾಟ ನಡೆಸಿದ್ದರು ಎಂದು ರಾಮಸ್ವಾಮಿ ತಿಳಿಸಿದ್ದಾರೆ. [40, 734, 463, 798]
cyclepure-headline-l2: ಬಂಕ್‌ನಲ್ಲಿ ಸ್ಯಾನಿಟೈಸರ್ ಕಿಯಾಸ್ಕ್ [599, 1278, 929, 1314]
somashekar-body-wrap [465, 1032, 1063, 1220]
palace-body [71, 1740, 431, 1793]
obituary-name: ಕರಿಯಪ್ಪ [179, 1166, 220, 1182]
radio-illustration [49, 2005, 160, 2082]
main-headline [465, 140, 1542, 224]
supreme-headline [1076, 1100, 1550, 1161]
left-column [40, 142, 467, 2320]
radio-knob [130, 2058, 139, 2067]
ipl-body: ನವದೆಹಲಿ, ಮೇ 28– ಕೊರೊನಾದಿಂದಾಗಿ ಮುಂದೂಡಲ್ಪಟ್ಟ ಐಪಿಎಲ್ ಪಂದ್ಯಾವಳಿಯನ್ನು ಯುಎಇಯಲ್ಲಿ ಮುಂದುವರಿಸುವ ಬಗ್ಗೆ ಶನಿವಾರ ನಡೆಯುವ ಬಿಸಿಸಿಐ ವಿಶೇಷ ಸಾಮಾನ್ಯ ಸಭೆಯಲ್ಲಿ ನಿರ್ಧಾರ ಕೈಗೊಳ್ಳಲಾಗುವುದು. ಈ ಬಾರಿಯ ಋತುವಿನಲ್ಲಿ ಬಾಕಿ ಉಳಿದಿರುವ 31 ಪಂದ್ಯಗಳನ್ನು ಸೆಪ್ಟೆಂಬರ್–ಅಕ್ಟೋಬರ್‌ನಲ್ಲಿ ನಡೆಸುವ ಪ್ರಸ್ತಾವನೆ ಸಭೆಯ ಮುಂದಿದೆ. ಟಿ20 ವಿಶ್ವಕಪ್ ಟೂರ್ನಿಗೂ ಮುನ್ನ ಪಂದ್ಯಗಳನ್ನು ಪೂರ್ಣಗೊಳಿಸುವ ಉದ್ದೇಶವಿದ್ದು, ಆಟಗಾರರನ್ನು ಹೊಂದಿಸಿಕೊಳ್ಳುವುದು ಐಪಿಎಲ್ ಆಯೋಜಕರಿಗೆ ಸವಾಲಾಗಲಿದೆ. ವಿದೇಶಿ ಆಟಗಾರರ ಲಭ್ಯತೆ, ಕ್ವಾರಂಟೈನ್ ನಿಯಮ, ಪ್ರಯಾಣ ವ್ಯವಸ್ಥೆ ಕುರಿತು ಸಭೆಯಲ್ಲಿ ಚರ್ಚಿಸಲಾಗುವುದು ಎಂದು ಮೂಲಗಳು ತಿಳಿಸಿವೆ. ಕೋವಿಡ್–19ರ ಹಿನ್ನೆಲೆಯಲ್ಲಿ ಜೈವಿಕ ಸುರಕ್ಷಾ ವಲಯದ ನಿಯಮಗಳನ್ನು ಮತ್ತಷ್ಟು ಬಿಗಿಗೊಳಿಸುವ ಸಾಧ್ಯತೆಯಿದೆ. [40, 367, 463, 444]
asthi-headline-l1: ಶಾಸಕ ಎಟಿ ರಾಮಸ್ವಾಮಿ ಅವರಿಂದ ಹಿರಿಯ ಸ್ವಾತಂತ್ರ್ಯ [97, 670, 406, 692]
asthi-headline [40, 668, 463, 734]
highcourt-headline: ಚಾ.ನಗರ ದುರಂತ: ಸಂತ್ರಸ್ತರಿಗೆ ಪರಿಹಾರ ಹೆಚ್ಚಿಸಲು ಕೋರಿದ ಅರ್ಜಿ ವಿಚಾರಣೆಗೆ ಸಮ್ಮತಿಸಿದ ಹೈಕೋರ್ಟ್ [49, 143, 455, 191]
asthi-headline-l2: ಹೋರಾಟಗಾರ ದೊರೆಸ್ವಾಮಿ ಅಸ್ಥಿ ವಿಸರ್ಜನೆ [124, 696, 380, 718]
van-windshield [853, 324, 974, 372]
cyclepure-headline [465, 1239, 1063, 1316]
local-info-box [40, 1651, 463, 2331]
katil-photo [465, 1032, 554, 1142]
wormday-bottom-body: ಆಲ್ಬನ್‌ಡಿಜೋಲ್ ಮಾತ್ರೆ ಜಂತುಹುಳು ನಿವಾರಕವಾಗಿದ್ದು, ರೋಗ ನಿರೋಧಕ ಶಕ್ತಿ ಹೆಚ್ಚಿಸಲು ನೆರವಾಗುತ್ತದೆ. ಮಧುಮೇಹಿಗಳು ಮತ್ತು ಕೋಮಾರ್ಬಿಡಿಟಿಸ್ ಸಮಸ್ಯೆಯವರು ವೈದ್ಯರ ಸಲಹೆಯಂತೆ ಮಾತ್ರೆ ಸೇವಿಸಬೇಕು. ಜಿಲ್ಲೆಯಲ್ಲಿ 75 ಸಾವಿರ ಮಧುಮೇಹಿಗಳು ಇದ್ದು, 6 ಸಾವಿರ ಮಂದಿ ಕೋಮಾರ್ಬಿಡಿಟಿಸ್ ಸಮಸ್ಯೆ ಎದುರಿಸುತ್ತಿದ್ದಾರೆ. ಇವರೆಲ್ಲರಿಗೂ ಉಚಿತವಾಗಿ ಮಾತ್ರೆ ವಿತರಿಸಲು ಆರೋಗ್ಯ ಇಲಾಖೆ ಸಿದ್ಧತೆ ನಡೆಸಿದೆ. ಬ್ಲ್ಯಾಕ್ ಫಂಗಸ್ ಚಿಕಿತ್ಸೆಗೆ ಅಗತ್ಯ ಔಷಧ ದಾಸ್ತಾನು ಇದೆ. ಜಿಲ್ಲಾಸ್ಪತ್ರೆಯಲ್ಲಿ ಪ್ರತ್ಯೇಕ ವಾರ್ಡ್ ತೆರೆಯಲಾಗಿದೆ ಎಂದು ಆರೋಗ್ಯ ಇಲಾಖೆ ಅಧಿಕಾರಿಗಳು ತಿಳಿಸಿದರು. ಲಸಿಕೆ ಅಭಿಯಾನವನ್ನೂ ಚುರುಕುಗೊಳಿಸಲಾಗಿದೆ. [644, 2179, 1542, 2217]
panchanga-line: 29.5.2021 ಶನಿವಾರ, ಮಳೆ ನಕ್ಷತ್ರ : ರೋಹಿಣಿ 25.5.2021 ರಿಂದ 7.6.2021 [95, 1860, 408, 1873]
highcourt-body: ಬೆಂಗಳೂರು, ಮೇ 28– ಚಾಮರಾಜನಗರ ಜಿಲ್ಲೆಯ ಸರ್ಕಾರಿ ಆಸ್ಪತ್ರೆಯಲ್ಲಿ ಆಮ್ಲಜನಕ ಕೊರತೆಯಿಂದ 24 ಸೋಂಕಿತರು ಸಾವಿಗೀಡಾಗಿದ್ದು, ಅವರ ಕುಟುಂಬಗಳಿಗೆ ನೀಡುವ ಪರಿಹಾರದ ಮೊತ್ತವನ್ನು ಹೆಚ್ಚಿಸಲು ಕೋರಿ ಸಲ್ಲಿಸಲಾದ ಸಾರ್ವಜನಿಕ ಹಿತಾಸಕ್ತಿ ಅರ್ಜಿಯ ವಿಚಾರಣೆಗೆ ಹೈಕೋರ್ಟ್ ಸಮ್ಮತಿಸಿದೆ. ಮುಖ್ಯ ನ್ಯಾಯಮೂರ್ತಿ ನೇತೃತ್ವದ ವಿಭಾಗೀಯ ಪೀಠ, ಆ ವಿಚಾರದಲ್ಲಿ ಪ್ರತ್ಯೇಕ ವಿಚಾರಣೆ ನಡೆಸಲಾಗುವುದು ಎಂದು ಹೇಳಿದೆ. [40, 198, 463, 249]
black-dot-icon [809, 2333, 824, 2347]
main-article-left [465, 266, 1063, 579]
obituary-body: ಮೈಸೂರಿನ ಶ್ರೀ ಗಣೇಶ್ ಟ್ರಾನ್ಸ್‌ಪೋರ್ಟ್ ಮಾಲೀಕರು ಹಾಗೂ ವಿದ್ಯಾರಣ್ಯಪುರಂ ನಿವಾಸಿ ಕರಿಯಪ್ಪ (66) ಗುರುವಾರ ಖಾಸಗಿ ಆಸ್ಪತ್ರೆಯಲ್ಲಿ ನಿಧನರಾದರು. ಮೃತರು ಪತ್ನಿ, ಇಬ್ಬರು ಪುತ್ರರು, ಓರ್ವ ಪುತ್ರಿ, ಸೊಸೆಯಂದಿರು, ಅಳಿಯಂದಿರು, ಮೊಮ್ಮಕ್ಕಳು ಹಾಗೂ ಅಪಾರ ಬಂಧು ಬಳಗವನ್ನು ಅಗಲಿದ್ದಾರೆ. ಅಂತ್ಯಕ್ರಿಯೆ ಜಯನಗರ ರುದ್ರಭೂಮಿಯಲ್ಲಿ ನೆರವೇರಿತು ಎಂದು ಕುಟುಂಬದ ಮೂಲಗಳು ತಿಳಿಸಿವೆ. [43, 1186, 356, 1237]
panchanga-line: ಶ್ರೀ ಪ್ಲವನಾಮ ಸಂವತ್ಸರ, ಉತ್ತರಾಯಣ, ವಸಂತ ಋತು, [147, 1878, 356, 1891]
panchanga-text [42, 1854, 461, 1958]
akashvani-banner: ಮೈಸೂರು ಆಕಾಶವಾಣಿ [42, 1961, 461, 1998]
obituary-photo [43, 1012, 140, 1123]
obituary-photo [43, 1335, 140, 1475]
bommai-body-wrap [1076, 840, 1550, 1058]
van-lightbar [900, 307, 948, 319]
somashekar-article [465, 954, 1063, 1230]
palace-lawn [42, 1798, 461, 1817]
bommai-bullets [1076, 794, 1550, 837]
page-label: ಪುಟ [50, 95, 72, 112]
obituary-section [40, 968, 463, 1646]
blue-accent-bar [449, 1636, 457, 1767]
magenta-dot-icon [749, 2333, 764, 2347]
black-dot-icon [1493, 2333, 1508, 2347]
cap-shape [67, 1353, 117, 1374]
bommai-kicker: ರಮೇಶ್ ಜಾರಕಿಹೊಳಿ ಸಿಡಿ ಪ್ರಕರಣ [1193, 700, 1432, 724]
quote-attribution: – ರೋಹಿಣಿ ಸಿಂಧೂರಿ, ಜಿಲ್ಲಾಧಿಕಾರಿ [1420, 2001, 1542, 2014]
bommai-headline-red: ಬಸವರಾಜ ಬೊಮ್ಮಾಯಿ ವಾಗ್ದಾಳಿ [1162, 756, 1463, 789]
